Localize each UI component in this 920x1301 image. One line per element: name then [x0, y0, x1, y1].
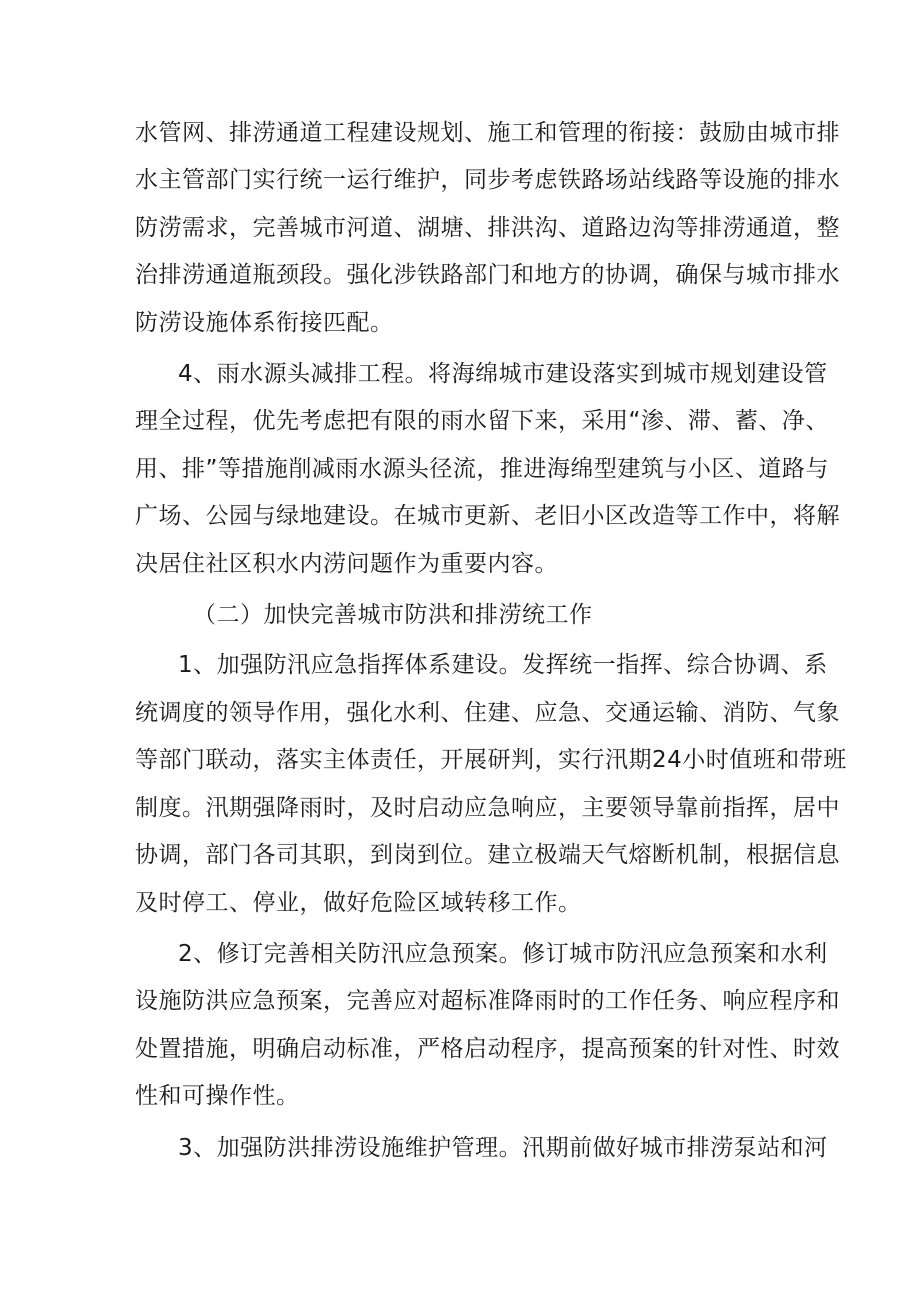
text-line-6: 4、雨水源头减排工程。将海绵城市建设落实到城市规划建设管 — [178, 361, 828, 387]
section-heading: （二）加快完善城市防洪和排涝统工作 — [193, 602, 593, 628]
text-line-19: 设施防洪应急预案，完善应对超标准降雨时的工作任务、响应程序和 — [135, 988, 840, 1014]
text-line-22: 3、加强防洪排涝设施维护管理。汛期前做好城市排涝泵站和河 — [178, 1135, 828, 1161]
text-line-20: 处置措施，明确启动标准，严格启动程序，提高预案的针对性、时效 — [135, 1036, 840, 1062]
text-line-4: 治排涝通道瓶颈段。强化涉铁路部门和地方的协调，确保与城市排水 — [135, 262, 840, 288]
text-line-14: 等部门联动，落实主体责任，开展研判，实行汛期24小时值班和带班 — [135, 747, 847, 773]
text-line-15: 制度。汛期强降雨时，及时启动应急响应，主要领导靠前指挥，居中 — [135, 795, 840, 821]
text-line-3: 防涝需求，完善城市河道、湖塘、排洪沟、道路边沟等排涝通道，整 — [135, 215, 840, 241]
text-line-21: 性和可操作性。 — [135, 1083, 300, 1109]
text-line-16: 协调，部门各司其职，到岗到位。建立极端天气熔断机制，根据信息 — [135, 842, 840, 868]
text-line-18: 2、修订完善相关防汛应急预案。修订城市防汛应急预案和水利 — [178, 941, 828, 967]
text-line-8: 用、排”等措施削减雨水源头径流，推进海绵型建筑与小区、道路与 — [135, 456, 829, 482]
text-line-5: 防涝设施体系衔接匹配。 — [135, 310, 394, 336]
text-line-10: 决居住社区积水内涝问题作为重要内容。 — [135, 551, 558, 577]
text-line-1: 水管网、排涝通道工程建设规划、施工和管理的衔接：鼓励由城市排 — [135, 120, 840, 146]
text-line-17: 及时停工、停业，做好危险区域转移工作。 — [135, 890, 582, 916]
text-line-13: 统调度的领导作用，强化水利、住建、应急、交通运输、消防、气象 — [135, 700, 840, 726]
text-line-2: 水主管部门实行统一运行维护，同步考虑铁路场站线路等设施的排水 — [135, 167, 840, 193]
text-line-7: 理全过程，优先考虑把有限的雨水留下来，采用“渗、滞、蓄、净、 — [135, 408, 829, 434]
text-line-12: 1、加强防汛应急指挥体系建设。发挥统一指挥、综合协调、系 — [178, 652, 828, 678]
text-line-9: 广场、公园与绿地建设。在城市更新、老旧小区改造等工作中，将解 — [135, 503, 840, 529]
